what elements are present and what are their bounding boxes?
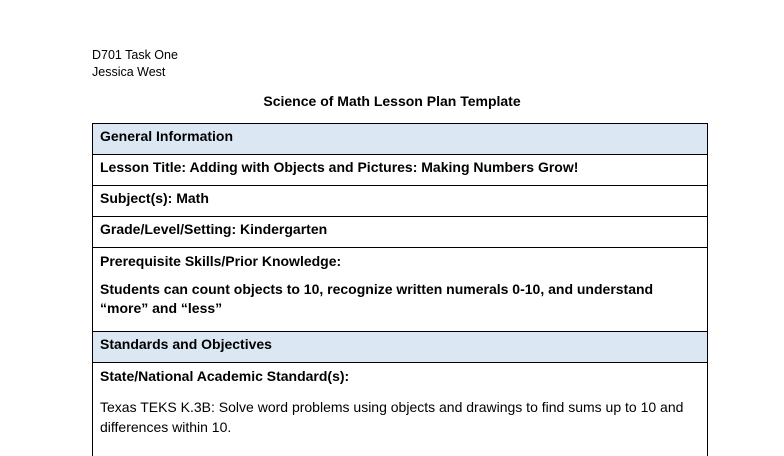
lesson-plan-table — [92, 123, 708, 456]
prerequisite-heading: Prerequisite Skills/Prior Knowledge: — [100, 253, 342, 269]
grade-level-setting-row: Grade/Level/Setting: Kindergarten — [93, 217, 707, 248]
state-standard-heading: State/National Academic Standard(s): — [100, 368, 350, 384]
section-general-information: General Information — [93, 124, 707, 155]
lesson-title-row: Lesson Title: Adding with Objects and Pictures: Making Numbers Grow! — [93, 155, 707, 186]
section-standards-objectives: Standards and Objectives — [93, 332, 707, 363]
subjects-row: Subject(s): Math — [93, 186, 707, 217]
document-title: Science of Math Lesson Plan Template — [263, 93, 521, 109]
prerequisite-skills-row — [93, 248, 707, 332]
task-label: D701 Task One — [92, 48, 178, 62]
state-standard-row — [93, 363, 707, 456]
state-standard-body: Texas TEKS K.3B: Solve word problems using objects and drawings to find sums up to 10 and differences within 10. — [100, 399, 684, 435]
prerequisite-body: Students can count objects to 10, recognize written numerals 0-10, and understand “more” and “less” — [100, 281, 654, 316]
author-name: Jessica West — [92, 65, 166, 79]
document-header — [92, 47, 178, 81]
